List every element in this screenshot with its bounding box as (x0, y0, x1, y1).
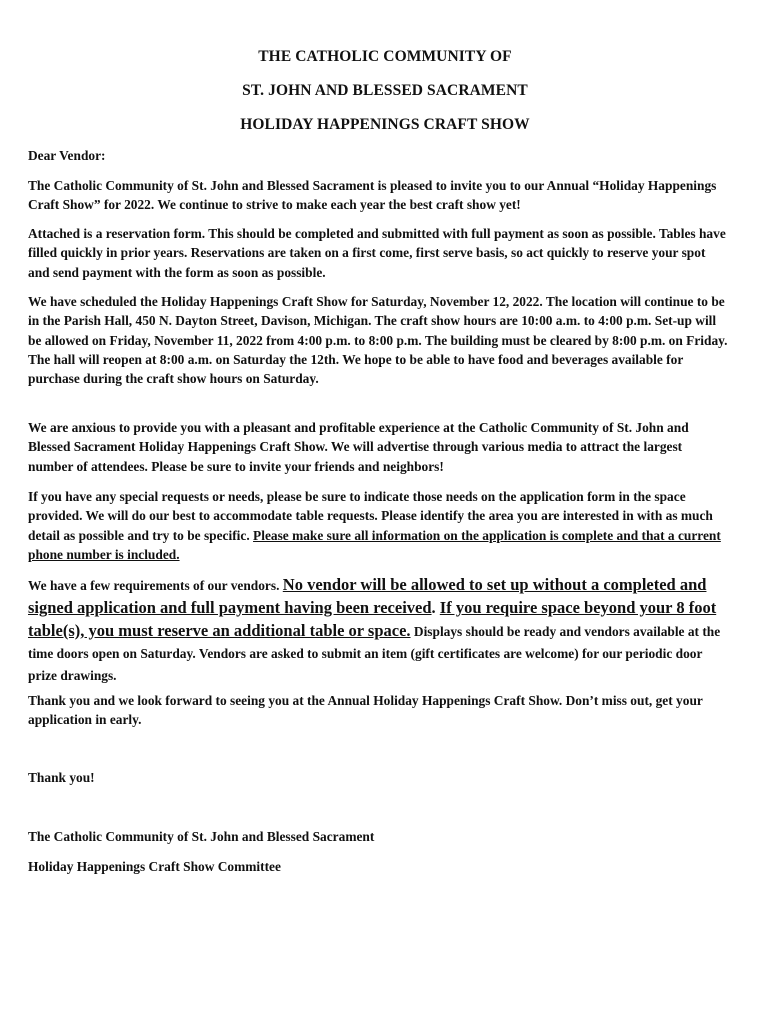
paragraph-reservation: Attached is a reservation form. This should be completed and submitted with full payment as soon as possible. Tables have filled quickly in prior years. Reservations are taken on a first come, first serve basis, so act quickly to reserve your spot and send payment with the form as soon as possible. (28, 226, 726, 280)
paragraph-requirements (28, 574, 728, 687)
closing: Thank you! (28, 770, 95, 785)
header-line-3: HOLIDAY HAPPENINGS CRAFT SHOW (240, 116, 530, 133)
requirements-emphasis-1: No vendor will be allowed to set up without a completed and signed application and full payment having been received (28, 575, 707, 617)
header-line-1: THE CATHOLIC COMMUNITY OF (258, 48, 512, 65)
paragraph-thanks: Thank you and we look forward to seeing you at the Annual Holiday Happenings Craft Show. Don’t miss out, get your application in early. (28, 693, 703, 728)
paragraph-invite: The Catholic Community of St. John and Blessed Sacrament is pleased to invite you to our Annual “Holiday Happenings Craft Show” for 2022. We continue to strive to make each year the best craft show yet! (28, 178, 717, 213)
signature-line-1: The Catholic Community of St. John and Blessed Sacrament (28, 829, 375, 844)
requests-underlined-text: Please make sure all information on the application is complete and that a current phone number is included. (28, 527, 721, 562)
paragraph-schedule: We have scheduled the Holiday Happenings Craft Show for Saturday, November 12, 2022. The location will continue to be in the Parish Hall, 450 N. Dayton Street, Davison, Michigan. The craft show hours are 10:00 a.m. to 4:00 p.m. Set-up will be allowed on Friday, November 11, 2022 from 4:00 p.m. to 8:00 p.m. The building must be cleared by 8:00 p.m. on Friday. The hall will reopen at 8:00 a.m. on Saturday the 12th. We hope to be able to have food and beverages available for purchase during the craft show hours on Saturday. (28, 294, 728, 387)
requirements-period: . (431, 598, 440, 617)
paragraph-requests (28, 487, 728, 564)
requirements-intro: We have a few requirements of our vendors. (28, 578, 283, 593)
paragraph-experience: We are anxious to provide you with a pleasant and profitable experience at the Catholic Community of St. John and Blessed Sacrament Holiday Happenings Craft Show. We will advertise through various media to attract the largest number of attendees. Please be sure to invite your friends and neighbors! (28, 420, 689, 474)
requirements-rest: Displays should be ready and vendors available at the time doors open on Saturday. Vendors are asked to submit an item (gift certificates are welcome) for our periodic door prize drawings. (28, 624, 721, 683)
signature-line-2: Holiday Happenings Craft Show Committee (28, 859, 281, 874)
salutation: Dear Vendor: (28, 148, 106, 163)
requirements-emphasis-2: If you require space beyond your 8 foot table(s), you must reserve an additional table or space. (28, 598, 717, 640)
header-line-2: ST. JOHN AND BLESSED SACRAMENT (242, 82, 528, 99)
requests-text: If you have any special requests or needs, please be sure to indicate those needs on the application form in the space provided. We will do our best to accommodate table requests. Please identify the area you are interested in with as much detail as possible and try to be specific. (28, 489, 713, 543)
